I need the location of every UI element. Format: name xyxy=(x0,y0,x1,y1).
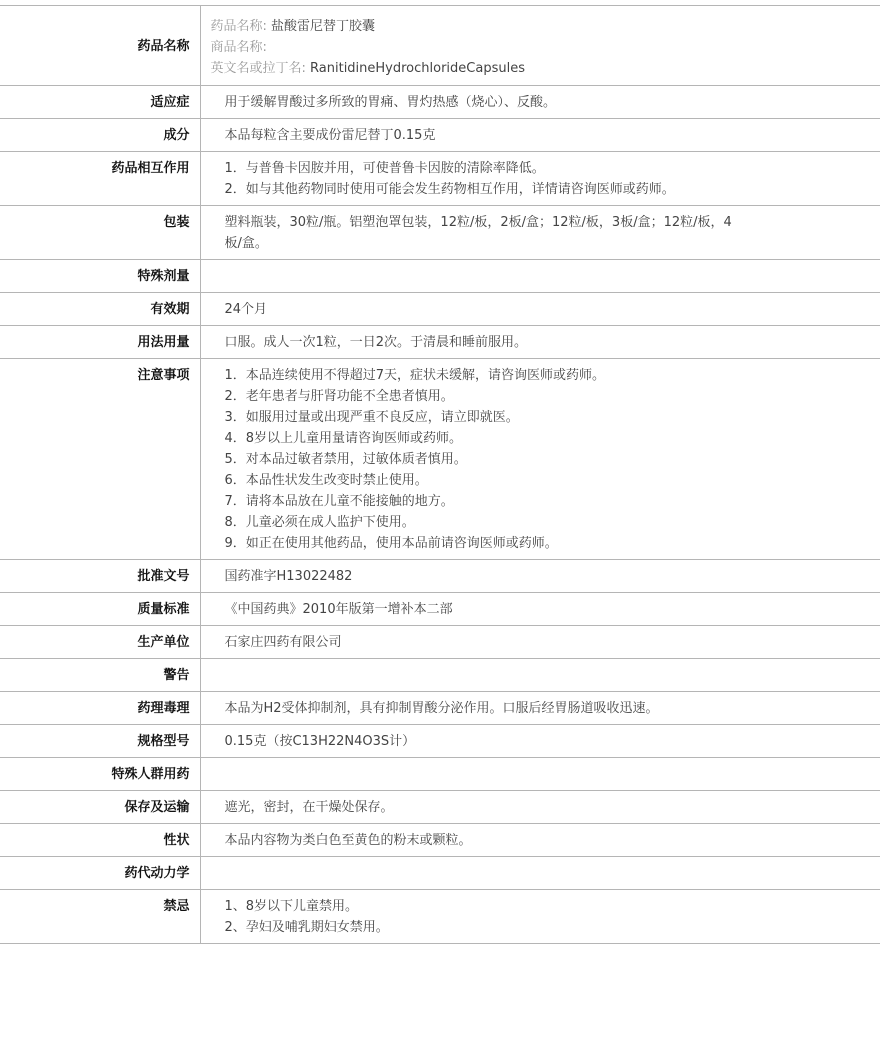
row-value xyxy=(200,890,880,944)
spec-row xyxy=(0,890,880,944)
value-line: 本品内容物为类白色至黄色的粉末或颗粒。 xyxy=(224,833,472,848)
value-line: 0.15克（按C13H22N4O3S计） xyxy=(224,734,416,749)
spec-row xyxy=(0,293,880,326)
value-line: 本品每粒含主要成份雷尼替丁0.15克 xyxy=(224,128,436,143)
empty-value xyxy=(225,665,741,686)
value-line: 1、8岁以下儿童禁用。 xyxy=(224,899,359,914)
value-line: 6．本品性状发生改变时禁止使用。 xyxy=(224,473,428,488)
row-label: 药品名称 xyxy=(0,6,200,86)
row-label: 药品相互作用 xyxy=(0,152,200,206)
spec-row xyxy=(0,824,880,857)
row-value xyxy=(200,692,880,725)
english-name-value: RanitidineHydrochlorideCapsules xyxy=(310,61,525,76)
row-label: 特殊剂量 xyxy=(0,260,200,293)
value-line: 《中国药典》2010年版第一增补本二部 xyxy=(224,602,453,617)
value-line: 用于缓解胃酸过多所致的胃痛、胃灼热感（烧心）、反酸。 xyxy=(224,95,557,110)
spec-row xyxy=(0,560,880,593)
row-label: 药代动力学 xyxy=(0,857,200,890)
value-line: 塑料瓶装，30粒/瓶。铝塑泡罩包装，12粒/板，2板/盒；12粒/板，3板/盒；12粒/板，4板/盒。 xyxy=(224,215,732,251)
generic-name-label: 药品名称: xyxy=(210,19,267,34)
drug-spec-body xyxy=(0,6,880,944)
value-line: 本品为H2受体抑制剂，具有抑制胃酸分泌作用。口服后经胃肠道吸收迅速。 xyxy=(224,701,659,716)
spec-row xyxy=(0,359,880,560)
value-line: 5．对本品过敏者禁用，过敏体质者慎用。 xyxy=(224,452,467,467)
spec-row xyxy=(0,260,880,293)
row-label: 性状 xyxy=(0,824,200,857)
spec-row xyxy=(0,152,880,206)
value-line: 石家庄四药有限公司 xyxy=(224,635,342,650)
value-line: 口服。成人一次1粒，一日2次。于清晨和睡前服用。 xyxy=(224,335,528,350)
row-value xyxy=(200,293,880,326)
row-value xyxy=(200,326,880,359)
value-line: 国药准字H13022482 xyxy=(224,569,353,584)
row-value xyxy=(200,593,880,626)
row-value xyxy=(200,725,880,758)
row-label: 用法用量 xyxy=(0,326,200,359)
generic-name-line xyxy=(211,16,741,37)
row-label: 特殊人群用药 xyxy=(0,758,200,791)
row-label: 有效期 xyxy=(0,293,200,326)
row-value xyxy=(200,758,880,791)
spec-row xyxy=(0,86,880,119)
trade-name-label: 商品名称: xyxy=(210,40,267,55)
row-value xyxy=(200,152,880,206)
value-line: 3．如服用过量或出现严重不良反应，请立即就医。 xyxy=(224,410,519,425)
spec-row xyxy=(0,326,880,359)
row-value xyxy=(200,260,880,293)
empty-value xyxy=(225,764,741,785)
english-name-line xyxy=(211,58,741,79)
spec-row xyxy=(0,725,880,758)
spec-row xyxy=(0,692,880,725)
value-line: 2．如与其他药物同时使用可能会发生药物相互作用，详情请咨询医师或药师。 xyxy=(224,182,675,197)
row-value xyxy=(200,824,880,857)
generic-name-value: 盐酸雷尼替丁胶囊 xyxy=(271,19,376,34)
spec-row xyxy=(0,791,880,824)
row-value xyxy=(200,626,880,659)
value-line: 8．儿童必须在成人监护下使用。 xyxy=(224,515,415,530)
value-line: 1．本品连续使用不得超过7天，症状未缓解，请咨询医师或药师。 xyxy=(224,368,606,383)
value-line: 9．如正在使用其他药品，使用本品前请咨询医师或药师。 xyxy=(224,536,558,551)
value-line: 2．老年患者与肝肾功能不全患者慎用。 xyxy=(224,389,454,404)
row-label: 禁忌 xyxy=(0,890,200,944)
english-name-label: 英文名或拉丁名: xyxy=(210,61,306,76)
value-line: 1．与普鲁卡因胺并用，可使普鲁卡因胺的清除率降低。 xyxy=(224,161,545,176)
drug-spec-table xyxy=(0,5,880,944)
drug-name-cell xyxy=(200,6,880,86)
row-value xyxy=(200,359,880,560)
row-label: 药理毒理 xyxy=(0,692,200,725)
row-label: 包装 xyxy=(0,206,200,260)
spec-row xyxy=(0,593,880,626)
row-label: 规格型号 xyxy=(0,725,200,758)
value-line: 7．请将本品放在儿童不能接触的地方。 xyxy=(224,494,454,509)
spec-row xyxy=(0,626,880,659)
spec-row xyxy=(0,857,880,890)
spec-row xyxy=(0,119,880,152)
value-line: 24个月 xyxy=(224,302,268,317)
row-label: 生产单位 xyxy=(0,626,200,659)
trade-name-line xyxy=(211,37,741,58)
value-line: 4．8岁以上儿童用量请咨询医师或药师。 xyxy=(224,431,463,446)
row-label: 适应症 xyxy=(0,86,200,119)
row-value xyxy=(200,791,880,824)
row-label: 批准文号 xyxy=(0,560,200,593)
row-value xyxy=(200,857,880,890)
row-drug-name xyxy=(0,6,880,86)
spec-row xyxy=(0,758,880,791)
row-label: 保存及运输 xyxy=(0,791,200,824)
row-value xyxy=(200,119,880,152)
row-label: 注意事项 xyxy=(0,359,200,560)
row-value xyxy=(200,659,880,692)
spec-row xyxy=(0,659,880,692)
value-line: 2、孕妇及哺乳期妇女禁用。 xyxy=(224,920,389,935)
row-label: 质量标准 xyxy=(0,593,200,626)
value-line: 遮光，密封，在干燥处保存。 xyxy=(224,800,394,815)
row-value xyxy=(200,560,880,593)
row-value xyxy=(200,86,880,119)
empty-value xyxy=(225,266,741,287)
empty-value xyxy=(225,863,741,884)
spec-row xyxy=(0,206,880,260)
row-label: 成分 xyxy=(0,119,200,152)
row-value xyxy=(200,206,880,260)
row-label: 警告 xyxy=(0,659,200,692)
